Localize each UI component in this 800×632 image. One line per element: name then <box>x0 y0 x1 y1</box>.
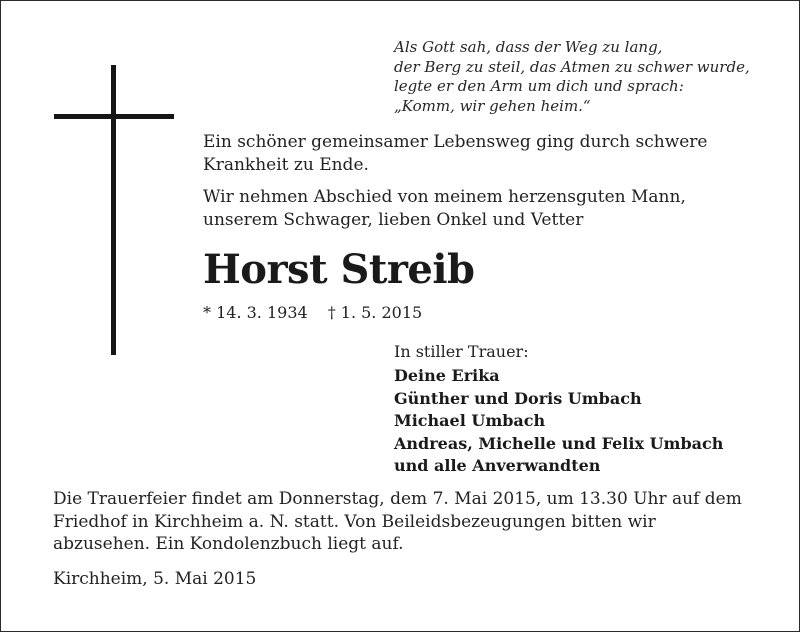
funeral-line: abzusehen. Ein Kondolenzbuch liegt auf. <box>53 534 404 554</box>
mourner-name: Andreas, Michelle und Felix Umbach <box>394 433 724 453</box>
funeral-line: Friedhof in Kirchheim a. N. statt. Von Beileidsbezeugungen bitten wir <box>53 511 656 532</box>
intro-line: Wir nehmen Abschied von meinem herzensguten Mann, <box>203 187 686 207</box>
mourner-name: und alle Anverwandten <box>394 456 601 476</box>
poem-line: legte er den Arm um dich und sprach: <box>394 77 684 95</box>
poem-line: „Komm, wir gehen heim.“ <box>394 96 591 115</box>
deceased-name: Horst Streib <box>203 246 475 293</box>
poem-line: Als Gott sah, dass der Weg zu lang, <box>394 38 663 56</box>
poem <box>394 38 750 116</box>
intro-line: unserem Schwager, lieben Onkel und Vetter <box>203 210 584 230</box>
funeral-line: Die Trauerfeier findet am Donnerstag, dem 7. Mai 2015, um 13.30 Uhr auf dem <box>53 489 742 509</box>
intro-line: Ein schöner gemeinsamer Lebensweg ging durch schwere <box>203 132 708 152</box>
mourner-name: Michael Umbach <box>394 411 546 431</box>
intro-line: Krankheit zu Ende. <box>203 155 369 175</box>
mourners-list <box>394 365 723 478</box>
mourners-label: In stiller Trauer: <box>394 342 529 361</box>
poem-line: der Berg zu steil, das Atmen zu schwer wurde, <box>394 57 750 76</box>
mourner-name: Günther und Doris Umbach <box>394 388 642 408</box>
mourner-name: Deine Erika <box>394 366 500 385</box>
cross-horizontal-bar <box>54 114 174 119</box>
birth-date: * 14. 3. 1934 <box>203 303 308 322</box>
paragraph-gap <box>203 177 708 186</box>
place-and-date: Kirchheim, 5. Mai 2015 <box>53 569 257 589</box>
mourners-block <box>394 341 723 478</box>
funeral-info <box>53 488 742 556</box>
cross-vertical-bar <box>111 65 116 355</box>
life-dates <box>203 302 422 324</box>
death-date: † 1. 5. 2015 <box>327 303 423 322</box>
intro-text <box>203 131 708 232</box>
